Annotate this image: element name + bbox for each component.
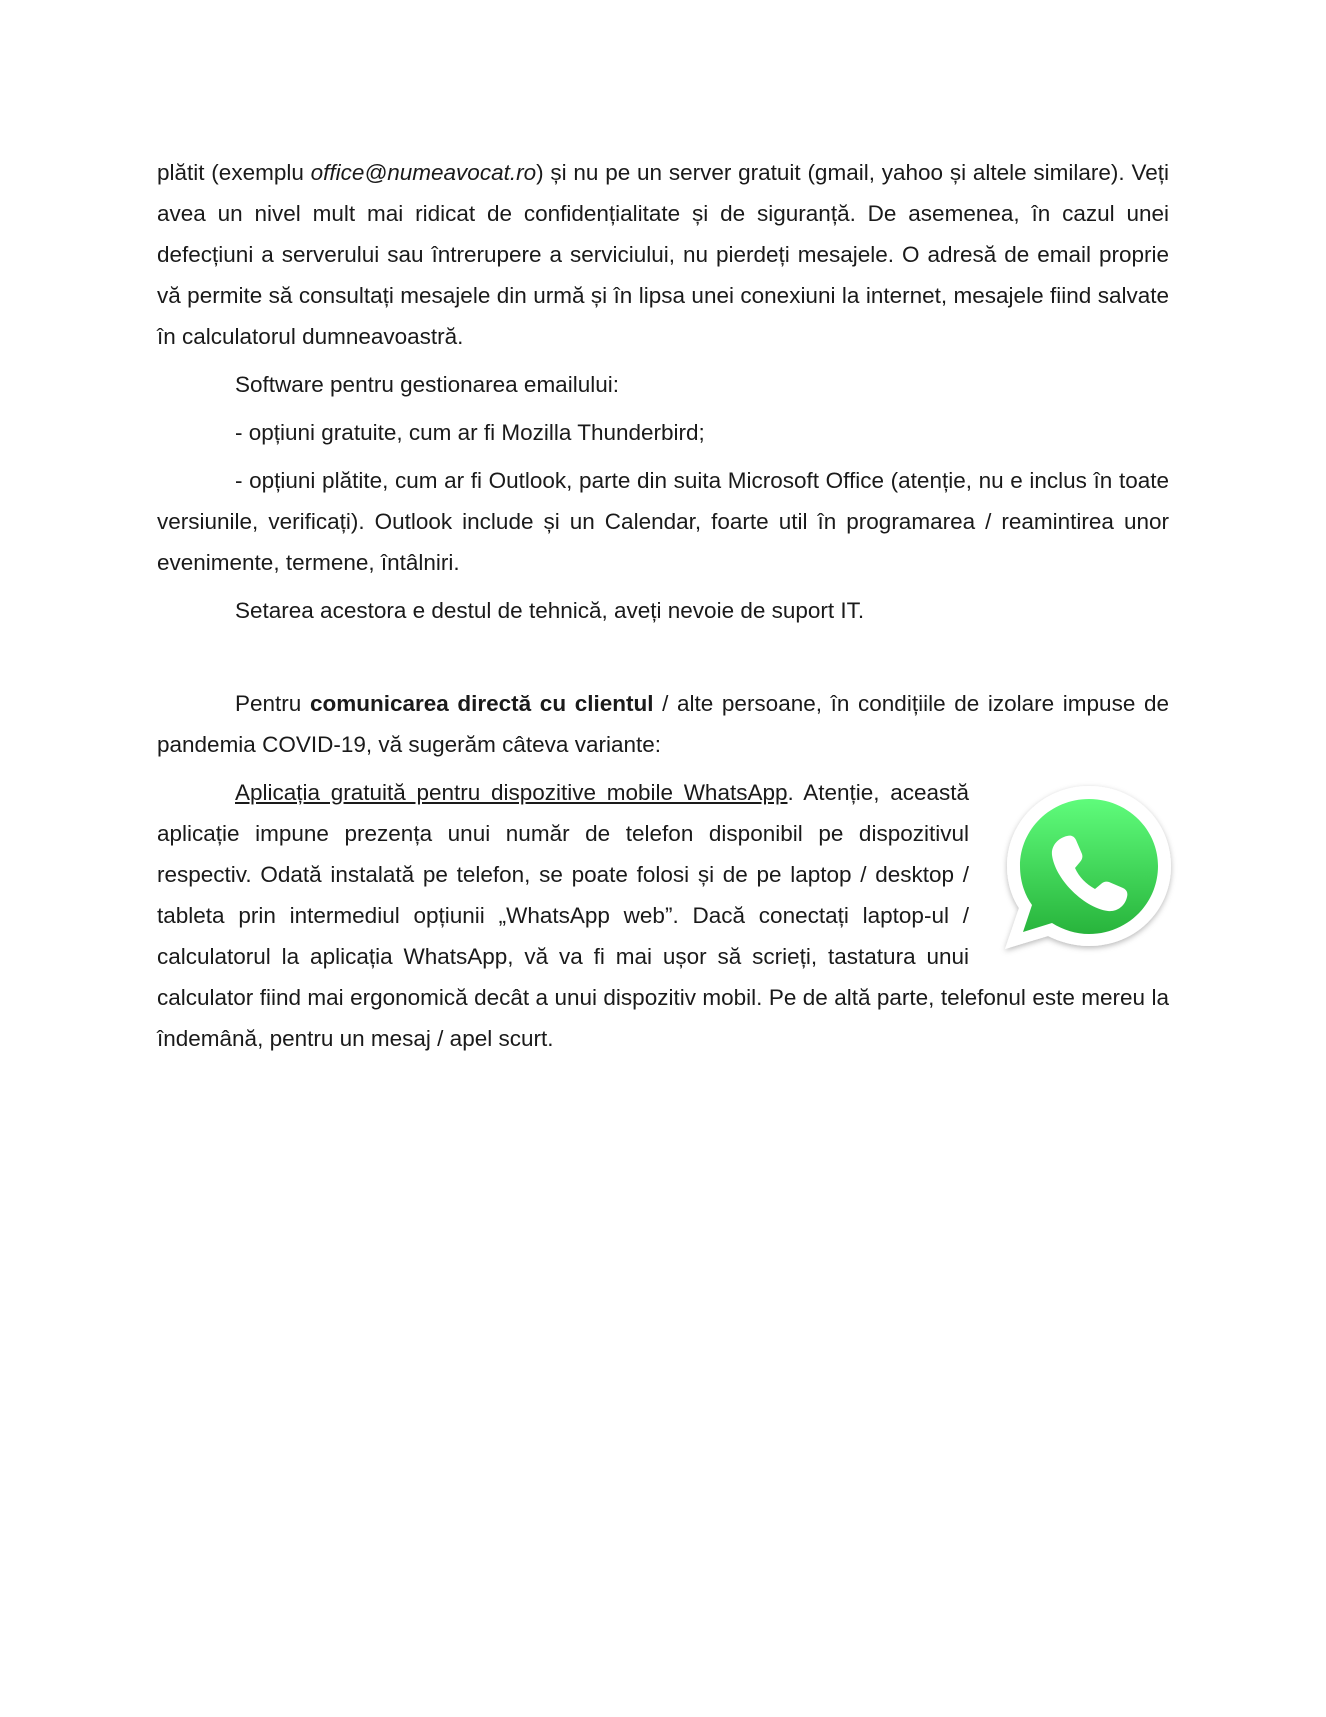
whatsapp-section [157,772,1169,1059]
document-body [157,152,1169,1059]
whatsapp-link[interactable]: Aplicația gratuită pentru dispozitive mobile WhatsApp [235,780,788,805]
paragraph-text: Pentru [235,691,310,716]
paragraph-text: . Atenție, această aplicație impune prezența unui număr de telefon disponibil pe dispozitivul respectiv. Odată instalată pe telefon, se poate folosi și de pe laptop / desktop / tableta prin intermediul opțiunii „WhatsApp web”. Dacă conectați laptop-ul / calculatorul la aplicația WhatsApp, vă va fi mai ușor să scrieți, tastatura unui calculator fiind mai ergonomică decât a unui dispozitiv mobil. Pe de altă parte, telefonul este mereu la îndemână, pentru un mesaj / apel scurt. [157,780,1169,1051]
paragraph-text: plătit (exemplu [157,160,311,185]
paragraph-paid-options: - opțiuni plătite, cum ar fi Outlook, parte din suita Microsoft Office (atenție, nu e inclus în toate versiunile, verificați). Outlook include și un Calendar, foarte util în programarea / reamintirea unor evenimente, termene, întâlniri. [157,468,1169,575]
paragraph-email-software: Software pentru gestionarea emailului: [235,372,619,397]
paragraph-setup-note: Setarea acestora e destul de tehnică, aveți nevoie de suport IT. [235,598,865,623]
email-example: office@numeavocat.ro [310,160,537,185]
paragraph-direct-communication [157,683,1169,765]
bold-phrase: comunicarea directă cu clientul [309,691,654,716]
paragraph-free-options: - opțiuni gratuite, cum ar fi Mozilla Thunderbird; [235,420,705,445]
paragraph-text: / alte persoane, în condițiile de izolare impuse de pandemia COVID-19, vă sugerăm câteva variante: [157,691,1169,757]
paragraph-email-server [157,152,1169,357]
paragraph-text: ) și nu pe un server gratuit (gmail, yahoo și altele similare). Veți avea un nivel mult mai ridicat de confidențialitate și de siguranță. De asemenea, în cazul unei defecțiuni a serverului sau întrerupere a serviciului, nu pierdeți mesajele. O adresă de email proprie vă permite să consultați mesajele din urmă și în lipsa unei conexiuni la internet, mesajele fiind salvate în calculatorul dumneavoastră. [157,160,1169,349]
whatsapp-logo-icon [991,774,1181,964]
